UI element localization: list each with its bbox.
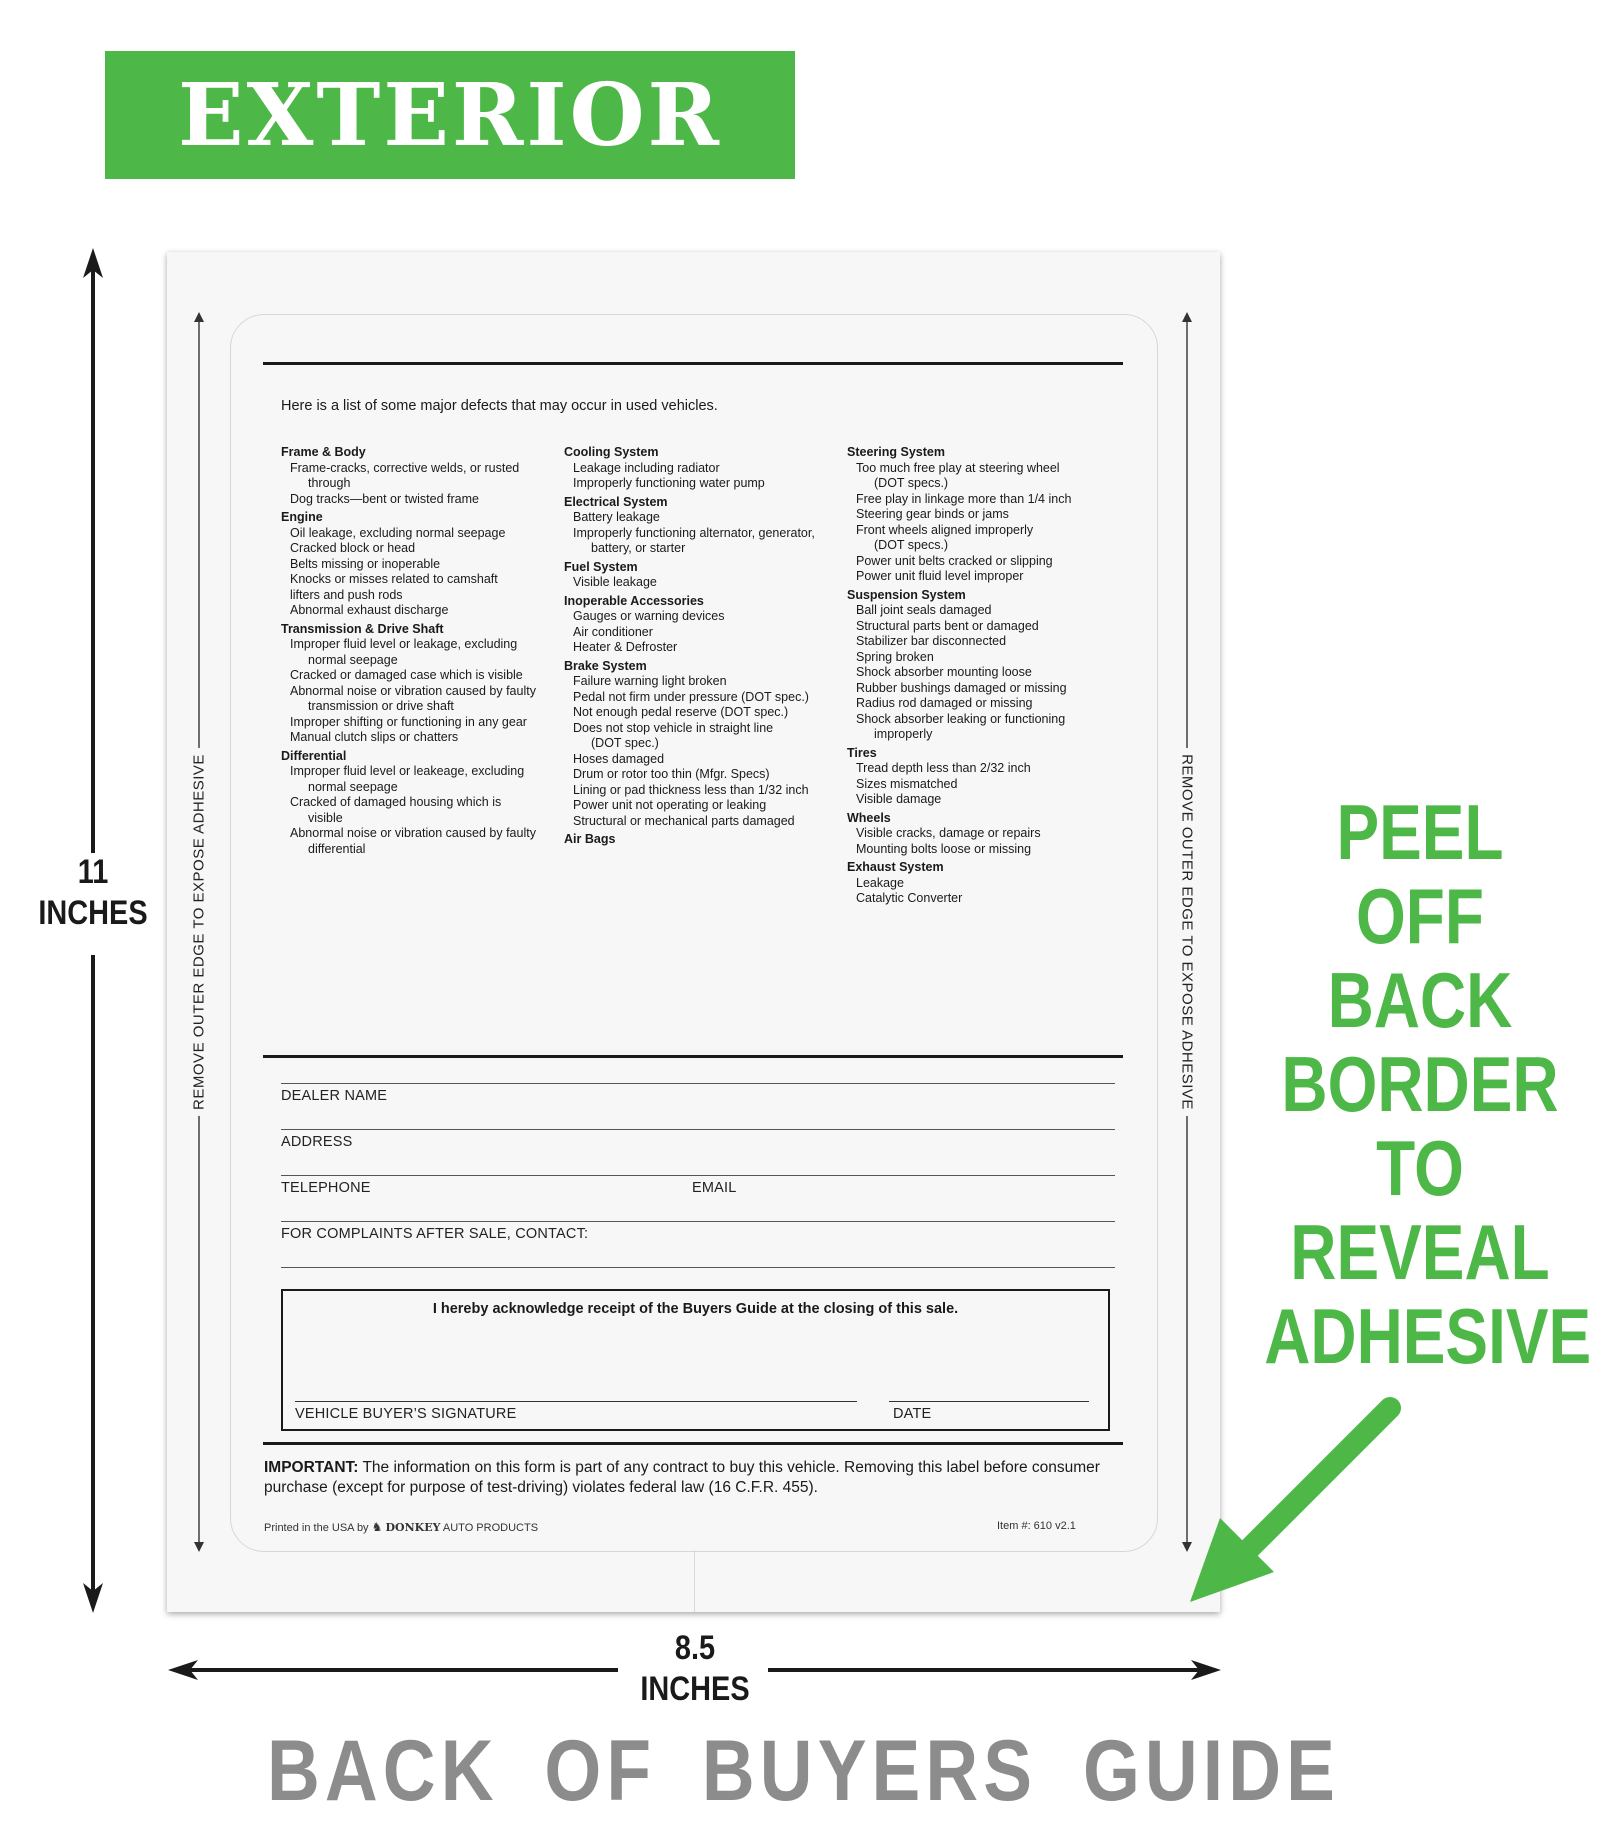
defect-item: Lining or pad thickness less than 1/32 inch <box>573 782 809 797</box>
address-line <box>281 1129 1115 1130</box>
peel-line: BORDER <box>1281 1040 1559 1128</box>
dealer-name-label: DEALER NAME <box>281 1088 388 1104</box>
address-label: ADDRESS <box>281 1134 353 1150</box>
signature-line <box>295 1401 857 1402</box>
defect-category: Tires <box>847 745 877 760</box>
important-label: IMPORTANT: <box>264 1459 359 1476</box>
defect-item: Rubber bushings damaged or missing <box>856 680 1067 695</box>
defect-item: Cracked block or head <box>290 541 416 555</box>
defect-item: Stabilizer bar disconnected <box>856 634 1007 648</box>
height-label: 11 INCHES <box>38 853 148 932</box>
defect-category: Inoperable Accessories <box>564 593 704 608</box>
defect-item: Air conditioner <box>573 624 653 639</box>
defect-item: Abnormal exhaust discharge <box>290 603 449 617</box>
important-notice <box>264 1458 1124 1498</box>
defect-item: Steering gear binds or jams <box>856 507 1009 521</box>
defect-category: Fuel System <box>564 559 638 574</box>
donkey-logo-icon: ♞ <box>371 1520 383 1534</box>
defect-item: Heater & Defroster <box>573 640 678 654</box>
middle-rule <box>263 1055 1123 1058</box>
acknowledgement-box <box>281 1289 1110 1431</box>
defect-item: Knocks or misses related to camshaft <box>290 572 498 586</box>
contact-line <box>281 1267 1115 1268</box>
defect-item: Tread depth less than 2/32 inch <box>856 761 1031 775</box>
brand-name: DONKEY <box>385 1521 441 1534</box>
dealer-line <box>281 1083 1115 1084</box>
defect-item: Radius rod damaged or missing <box>856 696 1033 710</box>
footer-title: BACK OF BUYERS GUIDE <box>267 1723 1340 1819</box>
defect-item: Improper fluid level or leakeage, excluding <box>290 764 525 778</box>
defect-item: battery, or starter <box>591 541 686 555</box>
defect-item: Structural or mechanical parts damaged <box>573 813 795 828</box>
defect-category: Steering System <box>847 445 945 459</box>
complaints-line <box>281 1221 1115 1222</box>
telephone-label: TELEPHONE <box>281 1180 371 1196</box>
defect-item: normal seepage <box>308 779 398 794</box>
defect-item: Leakage including radiator <box>573 460 720 475</box>
defect-item: Improperly functioning alternator, generator, <box>573 525 815 540</box>
defect-category: Air Bags <box>564 832 616 846</box>
peel-line: TO <box>1376 1124 1464 1212</box>
defects-column-3 <box>847 442 1119 907</box>
defect-item: Structural parts bent or damaged <box>856 618 1039 633</box>
defect-item: Abnormal noise or vibration caused by faulty <box>290 826 536 840</box>
defect-item: visible <box>308 810 343 825</box>
exterior-banner <box>105 51 795 179</box>
defect-item: Abnormal noise or vibration caused by faulty <box>290 683 536 698</box>
complaints-label: FOR COMPLAINTS AFTER SALE, CONTACT: <box>281 1226 589 1242</box>
defect-item: Sizes mismatched <box>856 776 958 791</box>
defect-item: Free play in linkage more than 1/4 inch <box>856 491 1072 506</box>
defect-item: Pedal not firm under pressure (DOT spec.) <box>573 689 809 704</box>
peel-line: ADHESIVE <box>1264 1292 1592 1380</box>
defect-item: Ball joint seals damaged <box>856 603 992 617</box>
defect-category: Brake System <box>564 658 647 673</box>
defect-item: transmission or drive shaft <box>308 699 454 713</box>
defects-column-2 <box>564 442 836 848</box>
defect-item: (DOT specs.) <box>874 476 949 490</box>
defect-item: Power unit fluid level improper <box>856 569 1024 583</box>
date-label: DATE <box>893 1406 932 1422</box>
defect-category: Suspension System <box>847 587 966 602</box>
defect-item: Mounting bolts loose or missing <box>856 841 1032 856</box>
defect-item: Belts missing or inoperable <box>290 556 441 571</box>
left-side-instruction: REMOVE OUTER EDGE TO EXPOSE ADHESIVE <box>191 748 208 1116</box>
defect-item: Shock absorber leaking or functioning <box>856 711 1066 726</box>
defect-item: (DOT spec.) <box>591 736 659 750</box>
defect-item: Frame-cracks, corrective welds, or rusted <box>290 460 520 475</box>
acknowledgement-text: I hereby acknowledge receipt of the Buyers Guide at the closing of this sale. <box>432 1301 959 1317</box>
defect-item: Shock absorber mounting loose <box>856 665 1032 679</box>
defect-item: improperly <box>874 727 933 741</box>
defect-item: Improperly functioning water pump <box>573 476 765 490</box>
peel-line: REVEAL <box>1290 1208 1550 1296</box>
defect-item: normal seepage <box>308 652 398 667</box>
defect-category: Differential <box>281 748 347 763</box>
defect-item: Power unit belts cracked or slipping <box>856 553 1053 568</box>
important-text: The information on this form is part of any contract to buy this vehicle. Removing this label before consumer purchase (except for purpose of test-driving) violates federal law (16 C.F.R. 455). <box>264 1459 1100 1496</box>
defect-item: Power unit not operating or leaking <box>573 798 767 812</box>
defect-item: through <box>308 476 351 490</box>
defect-item: Does not stop vehicle in straight line <box>573 720 774 735</box>
peel-instruction <box>1264 788 1592 1380</box>
defect-category: Wheels <box>847 810 891 825</box>
defect-category: Transmission & Drive Shaft <box>281 621 444 636</box>
fold-line <box>694 1550 695 1612</box>
defect-item: Failure warning light broken <box>573 674 727 688</box>
defect-item: lifters and push rods <box>290 587 403 602</box>
defect-item: Cracked or damaged case which is visible <box>290 668 523 682</box>
width-label: 8.5 INCHES <box>640 1629 750 1708</box>
defect-category: Exhaust System <box>847 860 944 874</box>
email-label: EMAIL <box>692 1180 737 1196</box>
defect-item: Front wheels aligned improperly <box>856 522 1034 537</box>
peel-line: OFF <box>1356 872 1484 960</box>
telephone-line <box>281 1175 1115 1176</box>
printed-by: Printed in the USA by ♞ DONKEY AUTO PRODUCTS <box>264 1520 539 1534</box>
defect-item: Too much free play at steering wheel <box>856 460 1060 475</box>
defect-item: (DOT specs.) <box>874 538 949 552</box>
defect-item: Battery leakage <box>573 510 660 524</box>
top-rule <box>263 362 1123 365</box>
defect-item: Spring broken <box>856 649 934 664</box>
intro-text: Here is a list of some major defects that may occur in used vehicles. <box>281 398 718 414</box>
defect-item: Manual clutch slips or chatters <box>290 730 459 744</box>
item-number: Item #: 610 v2.1 <box>997 1520 1076 1532</box>
date-line <box>889 1401 1089 1402</box>
defect-item: Visible leakage <box>573 575 657 589</box>
peel-line: PEEL <box>1336 788 1504 876</box>
right-side-instruction: REMOVE OUTER EDGE TO EXPOSE ADHESIVE <box>1179 748 1196 1116</box>
defect-item: differential <box>308 841 366 856</box>
defect-category: Electrical System <box>564 494 668 509</box>
defect-item: Hoses damaged <box>573 751 665 766</box>
defect-category: Frame & Body <box>281 445 366 459</box>
defect-category: Cooling System <box>564 445 659 459</box>
bottom-rule <box>263 1442 1123 1445</box>
defect-item: Dog tracks—bent or twisted frame <box>290 491 479 506</box>
defect-item: Drum or rotor too thin (Mfgr. Specs) <box>573 767 770 781</box>
defect-item: Leakage <box>856 875 904 890</box>
defect-item: Improper fluid level or leakage, excluding <box>290 637 518 651</box>
defect-item: Visible damage <box>856 792 942 806</box>
defect-item: Cracked of damaged housing which is <box>290 795 502 809</box>
defects-column-1 <box>281 442 553 857</box>
defect-item: Visible cracks, damage or repairs <box>856 826 1041 840</box>
banner-title: EXTERIOR <box>178 64 722 166</box>
defect-item: Oil leakage, excluding normal seepage <box>290 525 506 540</box>
defect-item: Gauges or warning devices <box>573 609 725 623</box>
peel-arrow-icon <box>1180 1390 1410 1610</box>
defect-item: Improper shifting or functioning in any gear <box>290 714 527 729</box>
signature-label: VEHICLE BUYER’S SIGNATURE <box>295 1406 517 1422</box>
defect-item: Catalytic Converter <box>856 891 963 905</box>
defect-item: Not enough pedal reserve (DOT spec.) <box>573 705 789 719</box>
peel-line: BACK <box>1327 956 1513 1044</box>
buyers-guide-sheet <box>167 252 1220 1612</box>
defect-category: Engine <box>281 510 323 524</box>
